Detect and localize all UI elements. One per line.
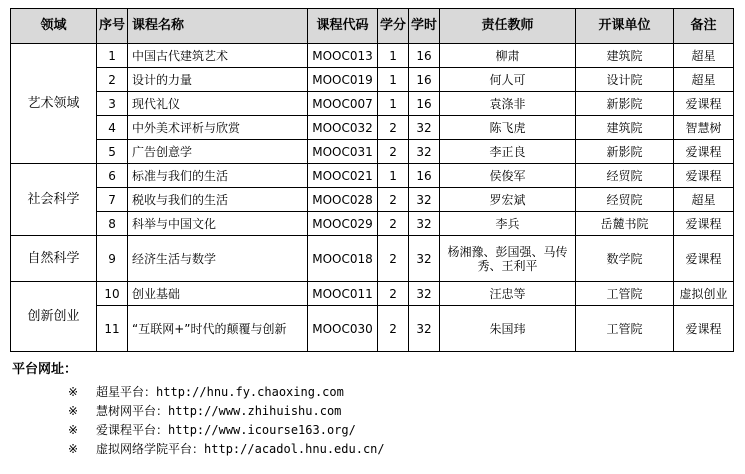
teacher: 杨湘豫、彭国强、马传秀、王利平 — [440, 236, 576, 282]
header-credit: 学分 — [378, 9, 409, 44]
header-number: 序号 — [97, 9, 128, 44]
hours: 32 — [409, 236, 440, 282]
credit: 2 — [378, 188, 409, 212]
row-number: 9 — [97, 236, 128, 282]
table-row — [11, 306, 734, 352]
table-row — [11, 282, 734, 306]
platform-line — [12, 383, 385, 402]
platform-url: http://hnu.fy.chaoxing.com — [156, 385, 344, 399]
table-row — [11, 140, 734, 164]
credit: 1 — [378, 164, 409, 188]
credit: 2 — [378, 236, 409, 282]
course-code: MOOC011 — [308, 282, 378, 306]
credit: 2 — [378, 306, 409, 352]
note: 智慧树 — [674, 116, 734, 140]
credit: 1 — [378, 44, 409, 68]
platform-section — [12, 358, 385, 459]
header-course-name: 课程名称 — [128, 9, 308, 44]
teacher: 何人可 — [440, 68, 576, 92]
course-name: 设计的力量 — [128, 68, 308, 92]
row-number: 2 — [97, 68, 128, 92]
course-code: MOOC028 — [308, 188, 378, 212]
note: 爱课程 — [674, 212, 734, 236]
unit: 岳麓书院 — [576, 212, 674, 236]
hours: 32 — [409, 282, 440, 306]
domain-cell: 社会科学 — [11, 164, 97, 236]
teacher: 朱国玮 — [440, 306, 576, 352]
course-name: “互联网+”时代的颠覆与创新 — [128, 306, 308, 352]
platform-label: 虚拟网络学院平台： — [96, 442, 205, 456]
note: 爱课程 — [674, 140, 734, 164]
course-name: 现代礼仪 — [128, 92, 308, 116]
unit: 新影院 — [576, 140, 674, 164]
row-number: 8 — [97, 212, 128, 236]
unit: 经贸院 — [576, 188, 674, 212]
platform-label: 爱课程平台： — [96, 423, 169, 437]
course-code: MOOC019 — [308, 68, 378, 92]
header-teacher: 责任教师 — [440, 9, 576, 44]
credit: 1 — [378, 68, 409, 92]
course-name: 科举与中国文化 — [128, 212, 308, 236]
domain-cell: 创新创业 — [11, 282, 97, 352]
unit: 经贸院 — [576, 164, 674, 188]
table-row — [11, 92, 734, 116]
header-unit: 开课单位 — [576, 9, 674, 44]
header-hours: 学时 — [409, 9, 440, 44]
unit: 建筑院 — [576, 44, 674, 68]
header-note: 备注 — [674, 9, 734, 44]
row-number: 6 — [97, 164, 128, 188]
row-number: 4 — [97, 116, 128, 140]
platform-title: 平台网址： — [12, 362, 78, 377]
credit: 2 — [378, 116, 409, 140]
course-name: 创业基础 — [128, 282, 308, 306]
platform-url: http://www.zhihuishu.com — [168, 404, 342, 418]
hours: 16 — [409, 92, 440, 116]
course-code: MOOC032 — [308, 116, 378, 140]
platform-url: http://www.icourse163.org/ — [168, 423, 356, 437]
platform-url: http://acadol.hnu.edu.cn/ — [204, 442, 385, 456]
note: 超星 — [674, 68, 734, 92]
note: 虚拟创业 — [674, 282, 734, 306]
domain-cell: 艺术领域 — [11, 44, 97, 164]
credit: 2 — [378, 282, 409, 306]
unit: 建筑院 — [576, 116, 674, 140]
course-table — [10, 8, 734, 352]
platform-line — [12, 421, 385, 440]
table-row — [11, 212, 734, 236]
note: 超星 — [674, 188, 734, 212]
credit: 2 — [378, 140, 409, 164]
header-domain: 领域 — [11, 9, 97, 44]
table-row — [11, 236, 734, 282]
row-number: 5 — [97, 140, 128, 164]
course-name: 经济生活与数学 — [128, 236, 308, 282]
course-code: MOOC007 — [308, 92, 378, 116]
course-code: MOOC021 — [308, 164, 378, 188]
course-name: 标准与我们的生活 — [128, 164, 308, 188]
row-number: 1 — [97, 44, 128, 68]
note: 爱课程 — [674, 92, 734, 116]
course-name: 广告创意学 — [128, 140, 308, 164]
reference-mark: ※ — [68, 423, 79, 437]
row-number: 7 — [97, 188, 128, 212]
reference-mark: ※ — [68, 404, 79, 418]
reference-mark: ※ — [68, 385, 79, 399]
course-code: MOOC029 — [308, 212, 378, 236]
teacher: 李正良 — [440, 140, 576, 164]
credit: 1 — [378, 92, 409, 116]
hours: 16 — [409, 44, 440, 68]
table-header-row — [11, 9, 734, 44]
hours: 32 — [409, 212, 440, 236]
header-course-code: 课程代码 — [308, 9, 378, 44]
platform-line — [12, 440, 385, 459]
domain-cell: 自然科学 — [11, 236, 97, 282]
course-name: 中国古代建筑艺术 — [128, 44, 308, 68]
teacher: 侯俊军 — [440, 164, 576, 188]
teacher: 汪忠等 — [440, 282, 576, 306]
platform-label: 慧树网平台： — [96, 404, 169, 418]
note: 爱课程 — [674, 164, 734, 188]
note: 超星 — [674, 44, 734, 68]
table-row — [11, 116, 734, 140]
unit: 工管院 — [576, 306, 674, 352]
hours: 32 — [409, 140, 440, 164]
table-row — [11, 188, 734, 212]
platform-label: 超星平台： — [96, 385, 157, 399]
row-number: 10 — [97, 282, 128, 306]
course-code: MOOC030 — [308, 306, 378, 352]
credit: 2 — [378, 212, 409, 236]
teacher: 袁涤非 — [440, 92, 576, 116]
platform-line — [12, 402, 385, 421]
table-row — [11, 68, 734, 92]
teacher: 李兵 — [440, 212, 576, 236]
course-code: MOOC031 — [308, 140, 378, 164]
course-code: MOOC013 — [308, 44, 378, 68]
note: 爱课程 — [674, 306, 734, 352]
row-number: 3 — [97, 92, 128, 116]
unit: 新影院 — [576, 92, 674, 116]
hours: 16 — [409, 68, 440, 92]
hours: 16 — [409, 164, 440, 188]
course-code: MOOC018 — [308, 236, 378, 282]
unit: 设计院 — [576, 68, 674, 92]
unit: 工管院 — [576, 282, 674, 306]
teacher: 罗宏斌 — [440, 188, 576, 212]
hours: 32 — [409, 306, 440, 352]
teacher: 柳肃 — [440, 44, 576, 68]
table-row — [11, 164, 734, 188]
course-name: 税收与我们的生活 — [128, 188, 308, 212]
table-row — [11, 44, 734, 68]
row-number: 11 — [97, 306, 128, 352]
hours: 32 — [409, 116, 440, 140]
course-name: 中外美术评析与欣赏 — [128, 116, 308, 140]
unit: 数学院 — [576, 236, 674, 282]
hours: 32 — [409, 188, 440, 212]
teacher: 陈飞虎 — [440, 116, 576, 140]
reference-mark: ※ — [68, 442, 79, 456]
note: 爱课程 — [674, 236, 734, 282]
